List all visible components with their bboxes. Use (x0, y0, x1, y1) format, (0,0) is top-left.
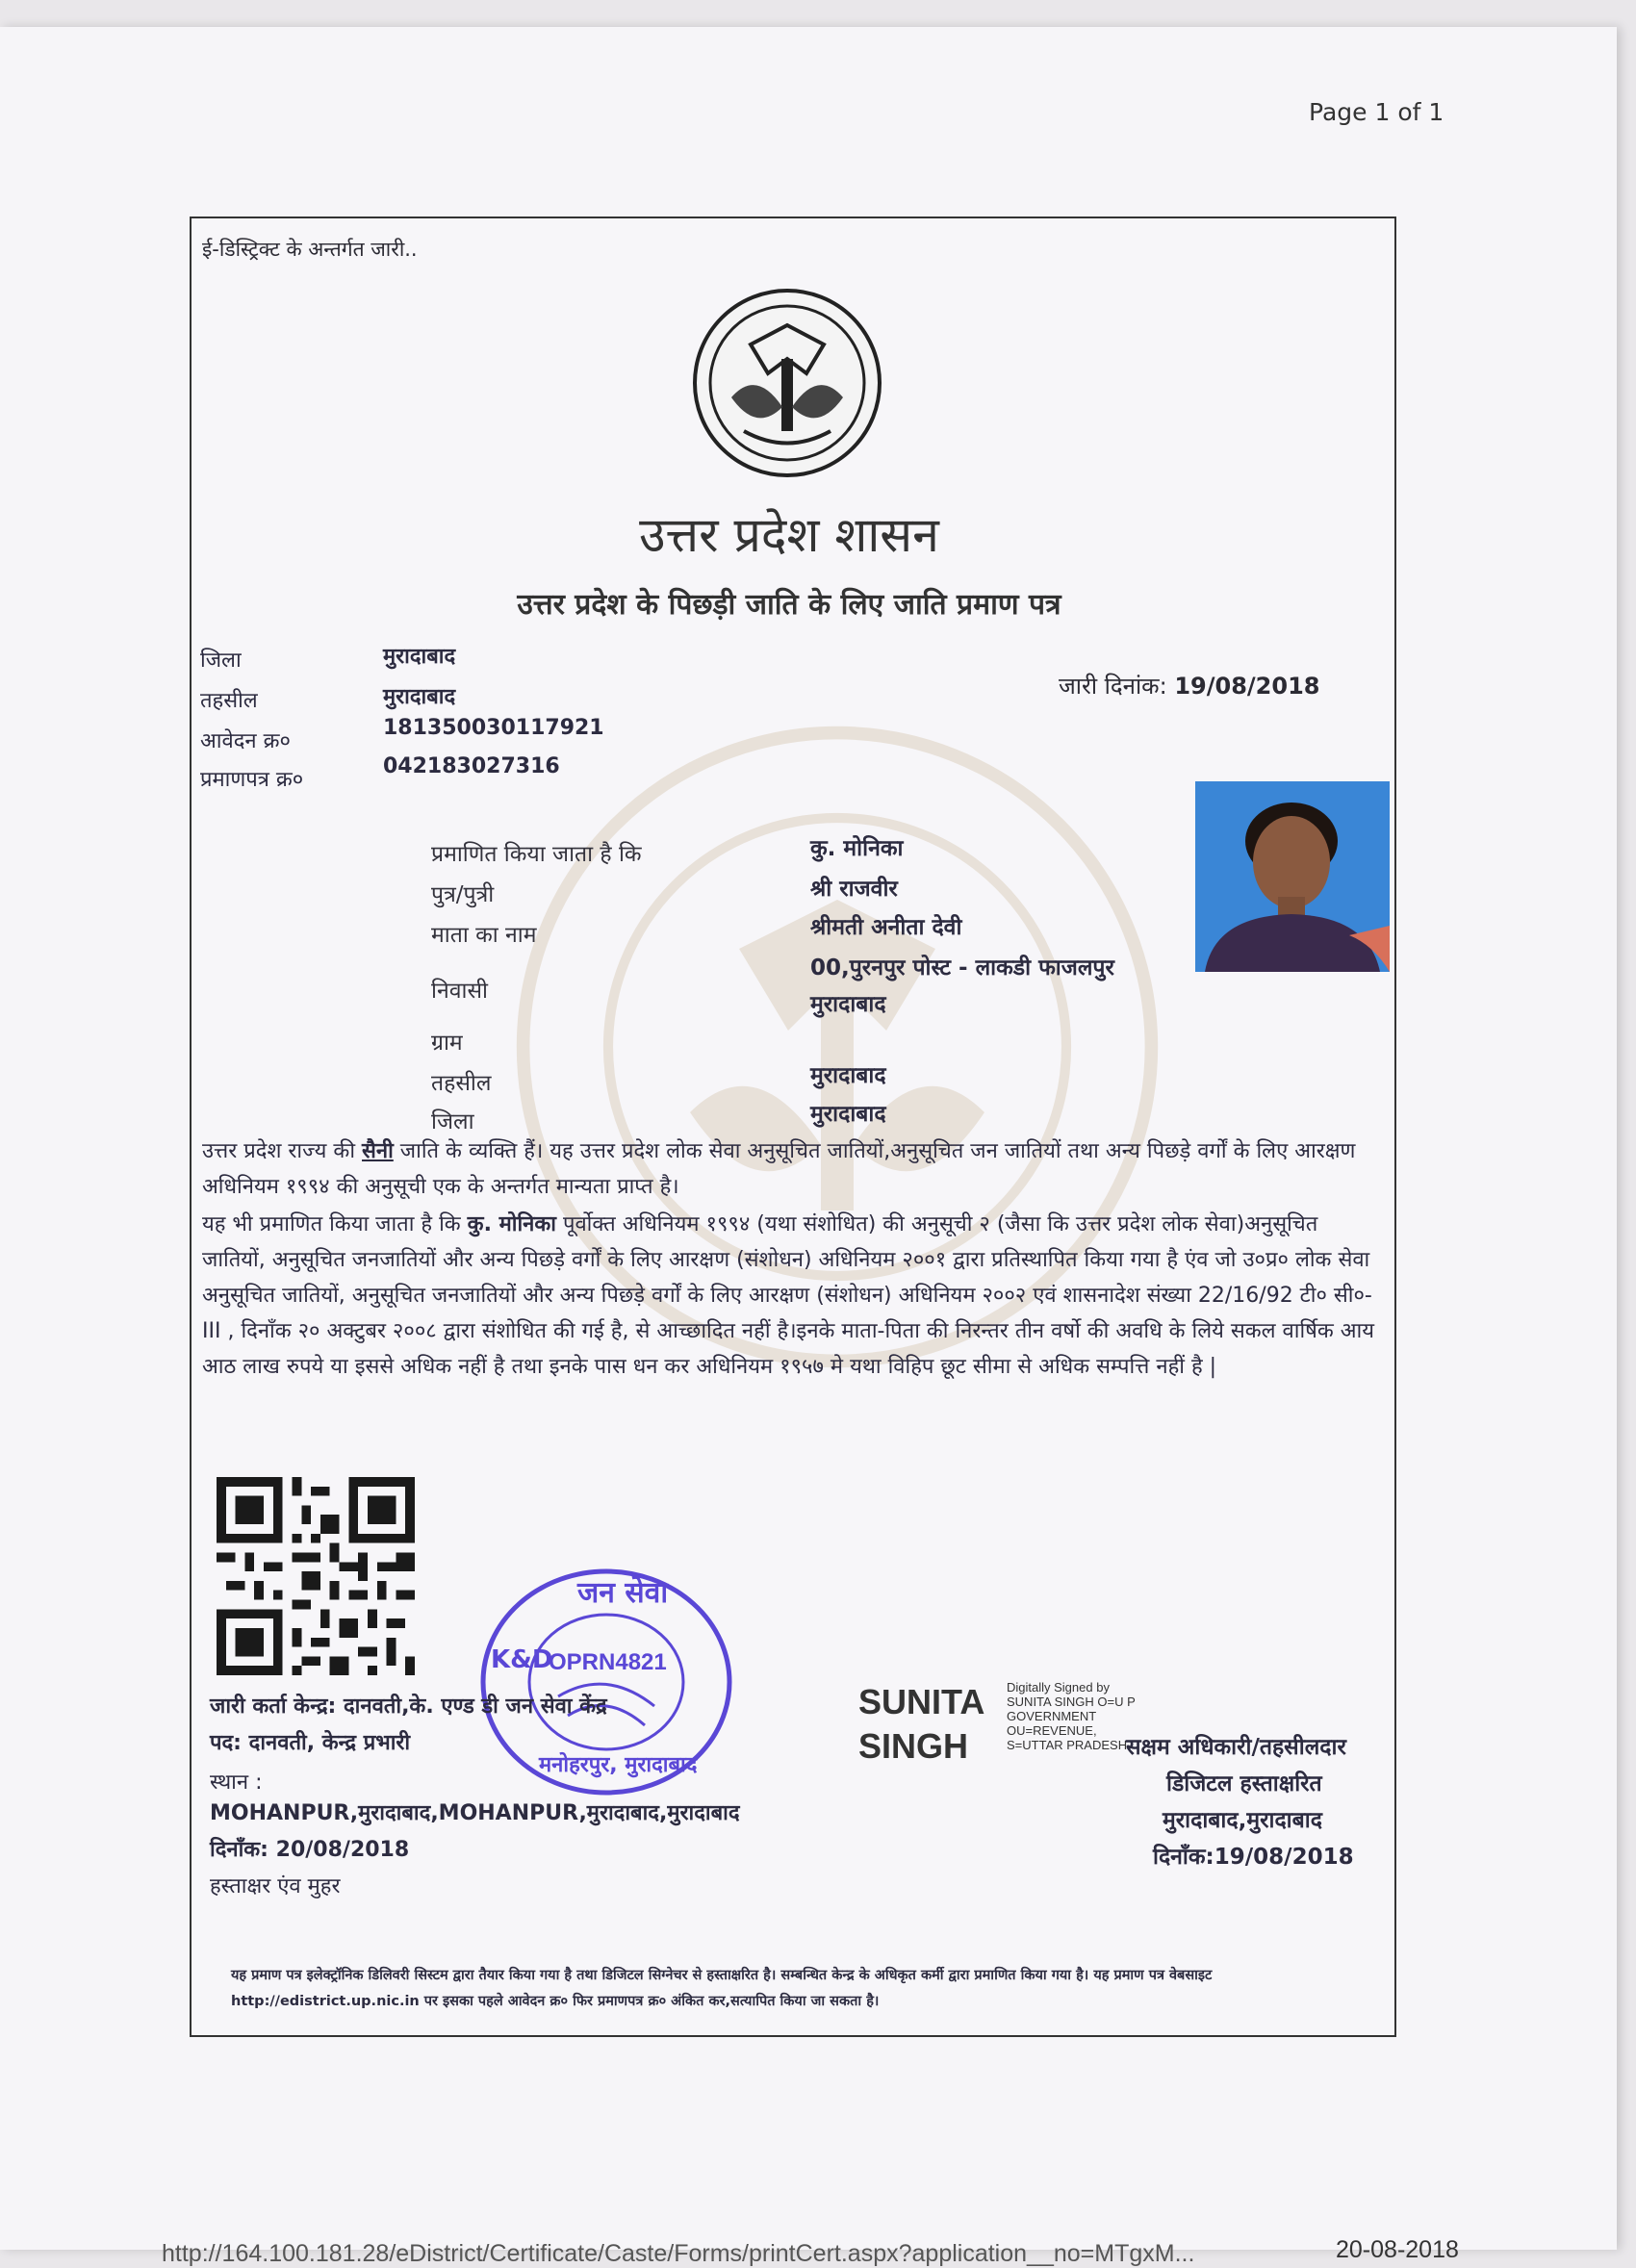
state-emblem-icon (691, 287, 883, 479)
photo-portrait (1195, 781, 1390, 972)
issuer-place-label: स्थान : (210, 1771, 263, 1795)
signer-name-line2: SINGH (858, 1726, 969, 1766)
district-label: जिला (200, 649, 242, 673)
print-url: http://164.100.181.28/eDistrict/Certificate/Caste/Forms/printCert.aspx?application__no=MTgxM... (162, 2240, 1195, 2267)
field-district-value: मुरादाबाद (810, 1102, 886, 1127)
district-value: मुरादाबाद (383, 645, 456, 669)
mother-name: श्रीमती अनीता देवी (810, 915, 962, 940)
resident-address-line1: 00,पुरनपुर पोस्ट - लाकडी फाजलपुर (810, 956, 1114, 981)
issued-under-text: ई-डिस्ट्रिक्ट के अन्तर्गत जारी.. (202, 238, 418, 261)
issue-date-label: जारी दिनांक: (1059, 673, 1167, 700)
certificate-sheet (0, 27, 1617, 2267)
certificate-number: 042183027316 (383, 754, 560, 778)
print-date: 20-08-2018 (1336, 2236, 1459, 2263)
tehsil-value: मुरादाबाद (383, 685, 456, 709)
rubber-stamp (472, 1562, 741, 1802)
field-district-label: जिला (431, 1109, 474, 1134)
field-tehsil-value: मुरादाबाद (810, 1063, 886, 1088)
field-tehsil-label: तहसील (431, 1071, 492, 1096)
body-paragraph-1 (202, 1134, 1381, 1205)
page-subtitle: उत्तर प्रदेश के पिछड़ी जाति के लिए जाति प्रमाण पत्र (517, 588, 1061, 622)
village-label: ग्राम (431, 1031, 463, 1056)
authority-digital: डिजिटल हस्ताक्षरित (1166, 1771, 1322, 1797)
mother-label: माता का नाम (431, 923, 537, 948)
application-number: 181350030117921 (383, 716, 604, 740)
body-p1-after: जाति के व्यक्ति हैं। यह उत्तर प्रदेश लोक सेवा अनुसूचित जातियों,अनुसूचित जन जातियों तथा अन्य पिछड़े वर्गों के लिए आरक्षण अधिनियम १९९४ की अनुसूची एक के अन्तर्गत मान्यता प्राप्त है। (202, 1139, 1356, 1199)
body-p1-before: उत्तर प्रदेश राज्य की (202, 1139, 363, 1163)
issuer-date: दिनाँक: 20/08/2018 (210, 1838, 410, 1862)
footer-note: यह प्रमाण पत्र इलेक्ट्रॉनिक डिलिवरी सिस्टम द्वारा तैयार किया गया है तथा डिजिटल सिग्नेचर से हस्ताक्षरित है। सम्बन्धित केन्द्र के अधिकृत कर्मी द्वारा प्रमाणित किया गया है। यह प्रमाण पत्र वेबसाइट http://edistrict.up.nic.in पर इसका पहले आवेदन क्र० फिर प्रमाणपत्र क्र० अंकित कर,सत्यापित किया जा सकता है। (231, 1968, 1213, 2009)
stamp-text-left: K&D (491, 1645, 553, 1674)
authority-place: मुरादाबाद,मुरादाबाद (1163, 1808, 1322, 1833)
body-p2-after: पूर्वोक्त अधिनियम १९९४ (यथा संशोधित) की अनुसूची २ (जैसा कि उत्तर प्रदेश लोक सेवा)अनुसूचित जातियों, अनुसूचित जनजातियों और अन्य पिछड़े वर्गों के लिए आरक्षण (संशोधन) अधिनियम २००१ द्वारा प्रतिस्थापित किया गया है एंव जो उ०प्र० लोक सेवा अनुसूचित जातियों, अनुसूचित जनजातियों और अन्य पिछड़े वर्गों के लिए आरक्षण (संशोधन) अधिनियम २००२ एवं शासनादेश संख्या 22/16/92 टी० सी०-III , दिनाँक २० अक्टुबर २००८ द्वारा संशोधित की गई है, से आच्छादित नहीं है।इनके माता-पिता की निरन्तर तीन वर्षो की अवधि के लिये सकल वार्षिक आय आठ लाख रुपये या इससे अधिक नहीं है तथा इनके पास धन कर अधिनियम १९५७ मे यथा विहिप छूट सीमा से अधिक सम्पत्ति नहीं है | (202, 1212, 1375, 1379)
father-name: श्री राजवीर (810, 877, 898, 902)
qr-code (212, 1477, 420, 1675)
issue-date (1059, 670, 1319, 701)
digital-signature-details: Digitally Signed by SUNITA SINGH O=U P GOVERNMENT OU=REVENUE, S=UTTAR PRADESH (1007, 1680, 1136, 1752)
resident-address-line2: मुरादाबाद (810, 992, 886, 1017)
issuer-place: MOHANPUR,मुरादाबाद,MOHANPUR,मुरादाबाद,मुरादाबाद (210, 1801, 740, 1825)
signer-name-line1: SUNITA (858, 1682, 985, 1721)
stamp-code: OPRN4821 (549, 1649, 667, 1675)
certificate-body (202, 1134, 1381, 1387)
issuer-center: जारी कर्ता केन्द्र: दानवती,के. एण्ड डी जन सेवा केंद्र (210, 1695, 607, 1719)
caste-name: सैनी (362, 1139, 394, 1163)
resident-label: निवासी (431, 979, 488, 1004)
issue-date-value: 19/08/2018 (1174, 673, 1320, 700)
body-paragraph-2 (202, 1207, 1381, 1385)
certificate-label: प्रमाणपत्र क्र० (200, 768, 304, 792)
applicant-name: कु. मोनिका (810, 836, 904, 861)
tehsil-label: तहसील (200, 689, 258, 713)
authority-title: सक्षम अधिकारी/तहसीलदार (1126, 1735, 1346, 1760)
application-label: आवेदन क्र० (200, 729, 291, 753)
authority-date: दिनाँक:19/08/2018 (1153, 1845, 1354, 1870)
body-applicant-name: कु. मोनिका (467, 1212, 556, 1236)
page-number: Page 1 of 1 (1309, 98, 1444, 126)
body-p2-before: यह भी प्रमाणित किया जाता है कि (202, 1212, 468, 1236)
issuer-post: पद: दानवती, केन्द्र प्रभारी (210, 1731, 411, 1755)
relation-label: पुत्र/पुत्री (431, 882, 495, 907)
issuer-sign-label: हस्ताक्षर एंव मुहर (210, 1874, 341, 1898)
stamp-text-bottom: मनोहरपुर, मुरादाबाद (539, 1753, 698, 1777)
page-title: उत्तर प्रदेश शासन (639, 507, 939, 563)
stamp-text-top: जन सेवा (577, 1576, 669, 1610)
certify-label: प्रमाणित किया जाता है कि (431, 842, 642, 867)
